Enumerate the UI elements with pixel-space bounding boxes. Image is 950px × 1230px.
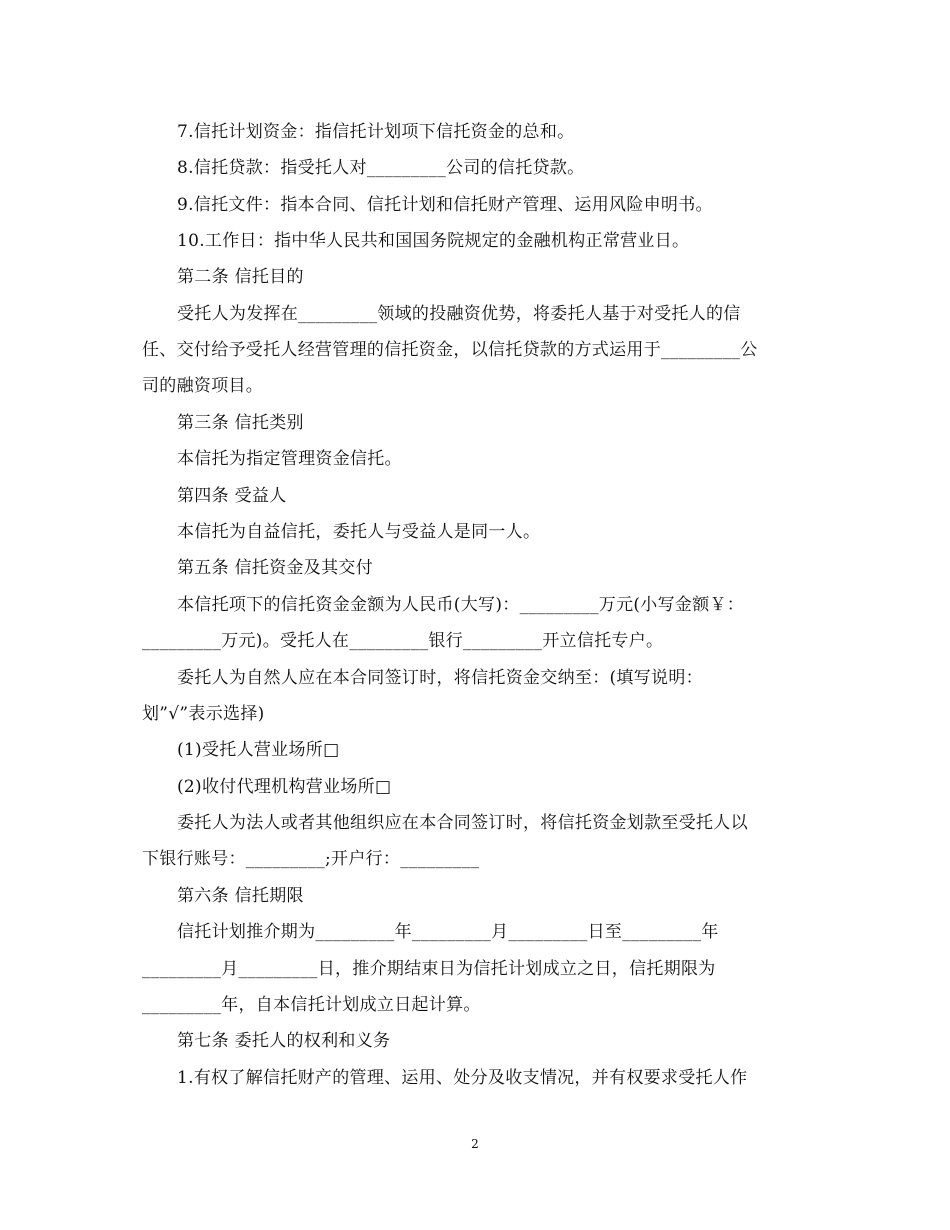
article-4-paragraph: 本信托为自益信托，委托人与受益人是同一人。 — [177, 522, 541, 542]
article-7-item-1-line-1: 1.有权了解信托财产的管理、运用、处分及收支情况，并有权要求受托人作 — [177, 1068, 748, 1088]
article-5-heading: 第五条 信托资金及其交付 — [177, 558, 374, 578]
article-2-heading: 第二条 信托目的 — [177, 267, 304, 287]
clause-8-text: 8.信托贷款：指受托人对_________公司的信托贷款。 — [177, 158, 585, 178]
article-2-paragraph-line-2: 任、交付给予受托人经营管理的信托资金，以信托贷款的方式运用于_________公 — [142, 340, 758, 360]
option-1-trustee-office: (1)受托人营业场所□ — [177, 740, 340, 760]
article-4-heading: 第四条 受益人 — [177, 486, 287, 506]
article-5-natural-person-line-2: 划”√”表示选择) — [142, 704, 265, 724]
article-5-natural-person-line-1: 委托人为自然人应在本合同签订时，将信托资金交纳至：(填写说明： — [177, 668, 703, 688]
article-5-legal-person-line-2: 下银行账号：_________;开户行：_________ — [142, 849, 480, 869]
article-2-paragraph-line-1: 受托人为发挥在_________领域的投融资优势，将委托人基于对受托人的信 — [177, 304, 741, 324]
clause-10-text: 10.工作日：指中华人民共和国国务院规定的金融机构正常营业日。 — [177, 231, 690, 251]
article-5-amount-line-1: 本信托项下的信托资金金额为人民币(大写)：_________万元(小写金额￥： — [177, 595, 745, 615]
article-6-paragraph-line-3: _________年，自本信托计划成立日起计算。 — [142, 995, 481, 1015]
article-3-paragraph: 本信托为指定管理资金信托。 — [177, 449, 402, 469]
article-6-paragraph-line-2: _________月_________日，推介期结束日为信托计划成立之日，信托期限为 — [142, 959, 716, 979]
article-5-legal-person-line-1: 委托人为法人或者其他组织应在本合同签订时，将信托资金划款至受托人以 — [177, 813, 748, 833]
page-number: 2 — [471, 1137, 479, 1151]
clause-9-text: 9.信托文件：指本合同、信托计划和信托财产管理、运用风险申明书。 — [177, 195, 713, 215]
article-6-heading: 第六条 信托期限 — [177, 886, 304, 906]
article-2-paragraph-line-3: 司的融资项目。 — [142, 376, 264, 396]
article-7-heading: 第七条 委托人的权利和义务 — [177, 1031, 391, 1051]
clause-7-text: 7.信托计划资金：指信托计划项下信托资金的总和。 — [177, 122, 575, 142]
article-6-paragraph-line-1: 信托计划推介期为_________年_________月_________日至_________年 — [177, 922, 719, 942]
article-5-amount-line-2: _________万元)。受托人在_________银行_________开立信托专户。 — [142, 631, 664, 651]
article-3-heading: 第三条 信托类别 — [177, 413, 304, 433]
option-2-agent-office: (2)收付代理机构营业场所□ — [177, 777, 392, 797]
